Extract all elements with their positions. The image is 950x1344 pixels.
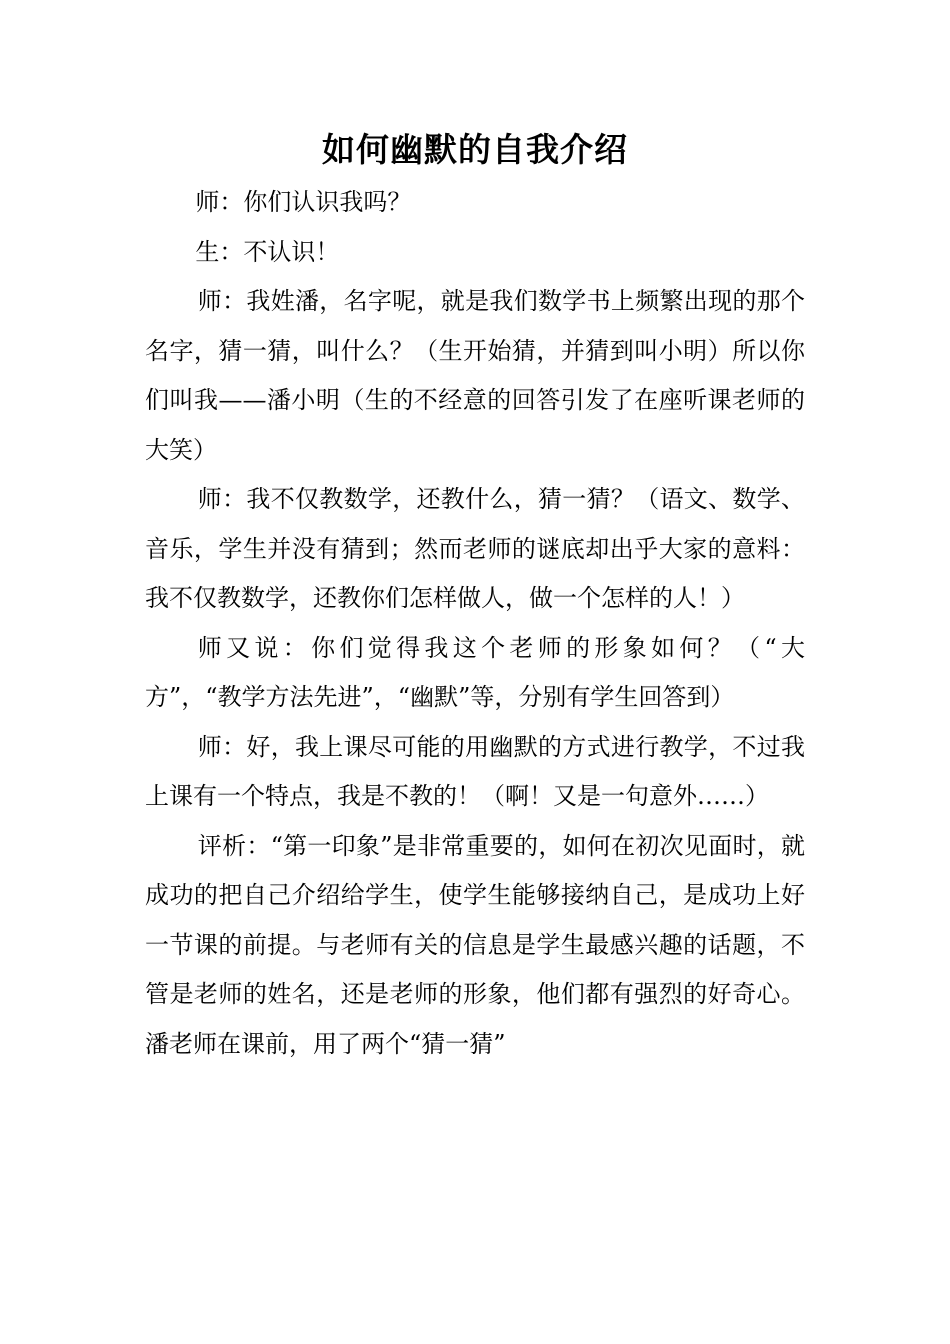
paragraph-6: 师：好，我上课尽可能的用幽默的方式进行教学，不过我上课有一个特点，我是不教的！（啊！又是一句意外……） [145,732,805,810]
document-body [145,178,805,1069]
paragraph-1: 师：你们认识我吗？ [195,188,412,216]
document-title: 如何幽默的自我介绍 [322,130,628,169]
paragraph-7: 评析：“第一印象”是非常重要的，如何在初次见面时，就成功的把自己介绍给学生，使学生能够接纳自己，是成功上好一节课的前提。与老师有关的信息是学生最感兴趣的话题，不管是老师的姓名，还是老师的形象，他们都有强烈的好奇心。潘老师在课前，用了两个“猜一猜” [145,831,805,1058]
paragraph-4: 师：我不仅教数学，还教什么，猜一猜？（语文、数学、音乐，学生并没有猜到；然而老师的谜底却出乎大家的意料：我不仅教数学，还教你们怎样做人，做一个怎样的人！） [145,485,805,612]
paragraph-2: 生：不认识！ [195,237,340,266]
paragraph-3: 师：我姓潘，名字呢，就是我们数学书上频繁出现的那个名字，猜一猜，叫什么？（生开始猜，并猜到叫小明）所以你们叫我——潘小明（生的不经意的回答引发了在座听课老师的大笑） [145,287,805,464]
paragraph-5: 师又说：你们觉得我这个老师的形象如何？（“大方”，“教学方法先进”，“幽默”等，分别有学生回答到） [145,633,805,711]
